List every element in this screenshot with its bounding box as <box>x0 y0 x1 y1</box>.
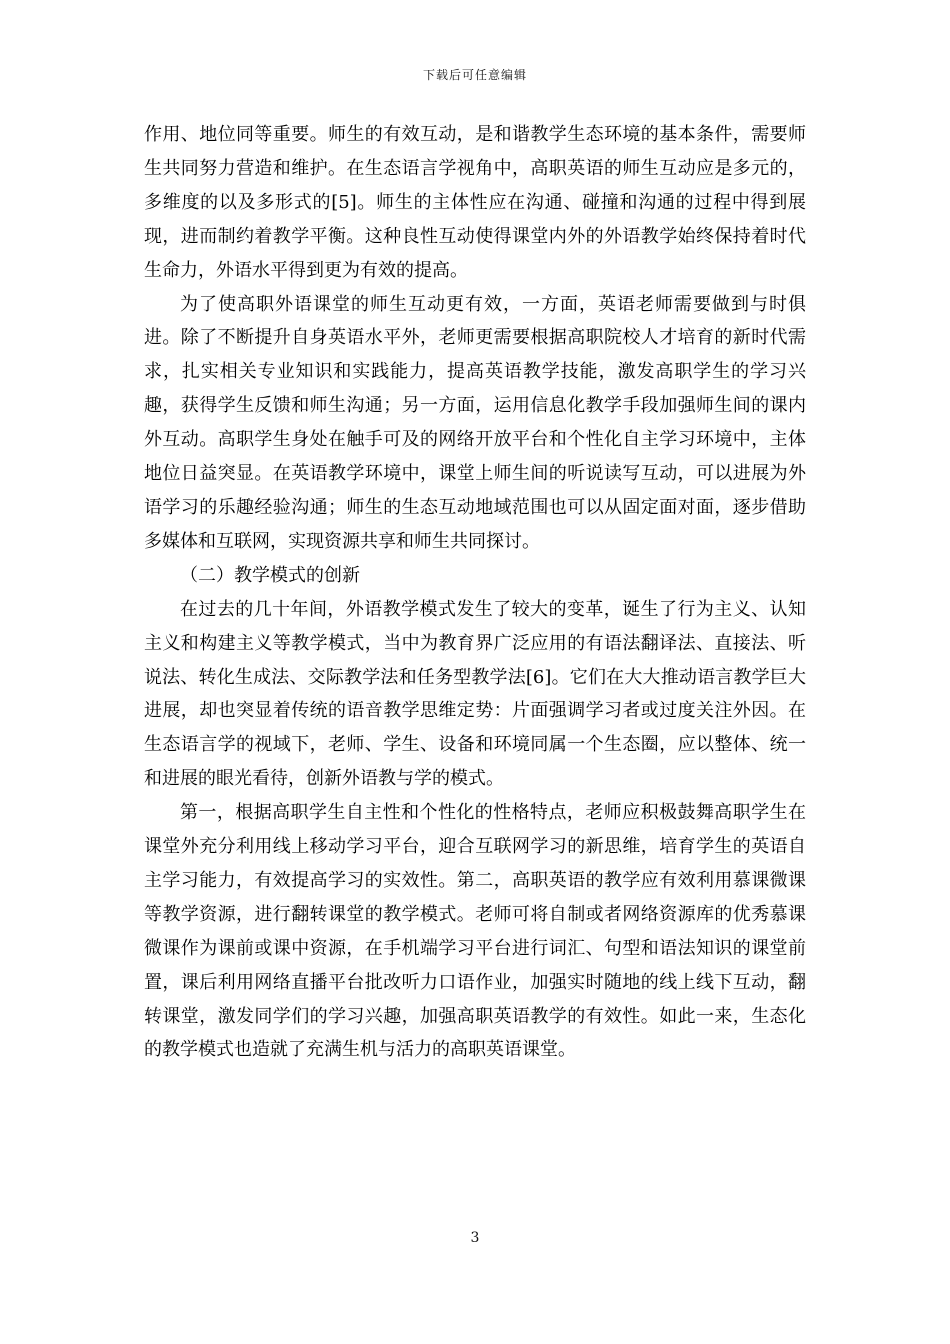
paragraph-continuation: 作用、地位同等重要。师生的有效互动，是和谐教学生态环境的基本条件，需要师生共同努力营造和维护。在生态语言学视角中，高职英语的师生互动应是多元的，多维度的以及多形式的[5]。师生的主体性应在沟通、碰撞和沟通的过程中得到展现，进而制约着教学平衡。这种良性互动使得课堂内外的外语教学始终保持着时代生命力，外语水平得到更为有效的提高。 <box>144 124 806 281</box>
page-number: 3 <box>470 1230 480 1246</box>
page-header: 下载后可任意编辑 <box>422 68 527 82</box>
paragraph-first-second: 第一，根据高职学生自主性和个性化的性格特点，老师应积极鼓舞高职学生在课堂外充分利用线上移动学习平台，迎合互联网学习的新思维，培育学生的英语自主学习能力，有效提高学习的实效性。第二，高职英语的教学应有效利用慕课微课等教学资源，进行翻转课堂的教学模式。老师可将自制或者网络资源库的优秀慕课微课作为课前或课中资源，在手机端学习平台进行词汇、句型和语法知识的课堂前置，课后利用网络直播平台批改听力口语作业，加强实时随地的线上线下互动，翻转课堂，激发同学们的学习兴趣，加强高职英语教学的有效性。如此一来，生态化的教学模式也造就了充满生机与活力的高职英语课堂。 <box>144 802 806 1061</box>
document-body <box>144 118 806 1067</box>
paragraph-teacher-student-interaction: 为了使高职外语课堂的师生互动更有效，一方面，英语老师需要做到与时俱进。除了不断提升自身英语水平外，老师更需要根据高职院校人才培育的新时代需求，扎实相关专业知识和实践能力，提高英语教学技能，激发高职学生的学习兴趣，获得学生反馈和师生沟通；另一方面，运用信息化教学手段加强师生间的课内外互动。高职学生身处在触手可及的网络开放平台和个性化自主学习环境中，主体地位日益突显。在英语教学环境中，课堂上师生间的听说读写互动，可以进展为外语学习的乐趣经验沟通；师生的生态互动地域范围也可以从固定面对面，逐步借助多媒体和互联网，实现资源共享和师生共同探讨。 <box>144 293 806 552</box>
paragraph-teaching-mode: 在过去的几十年间，外语教学模式发生了较大的变革，诞生了行为主义、认知主义和构建主义等教学模式，当中为教育界广泛应用的有语法翻译法、直接法、听说法、转化生成法、交际教学法和任务型教学法[6]。它们在大大推动语言教学巨大进展，却也突显着传统的语音教学思维定势：片面强调学习者或过度关注外因。在生态语言学的视域下，老师、学生、设备和环境同属一个生态圈，应以整体、统一和进展的眼光看待，创新外语教与学的模式。 <box>144 598 806 790</box>
section-heading: （二）教学模式的创新 <box>180 564 360 586</box>
